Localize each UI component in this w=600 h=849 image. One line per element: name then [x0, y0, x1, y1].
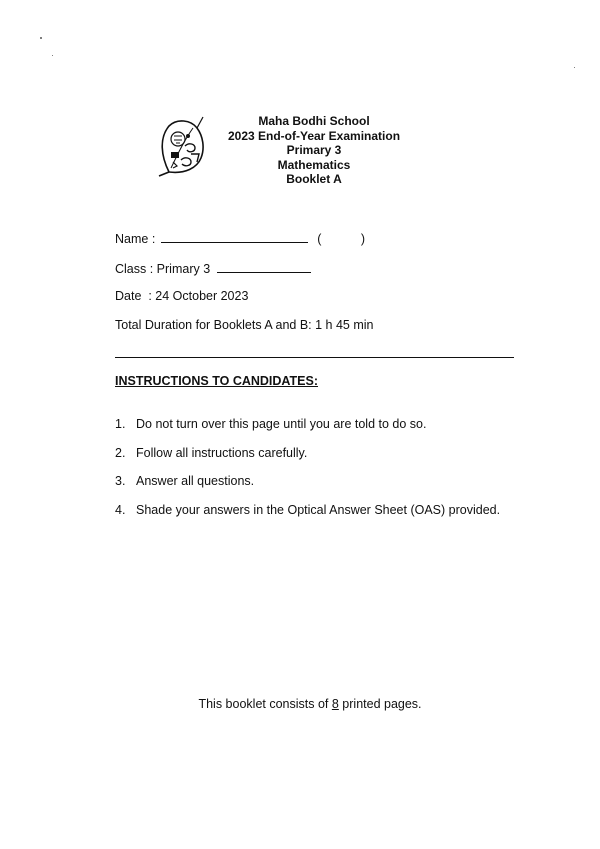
instruction-text: Do not turn over this page until you are told to do so.	[136, 417, 427, 431]
index-paren-close: )	[360, 232, 366, 246]
subject: Mathematics	[277, 157, 351, 172]
booklet: Booklet A	[286, 172, 342, 186]
instruction-number: 2.	[115, 445, 126, 460]
name-blank[interactable]	[161, 230, 308, 243]
class-label: Class : Primary 3	[115, 262, 211, 276]
scan-speck	[40, 37, 42, 39]
name-field	[115, 230, 365, 246]
date-field: Date : 24 October 2023	[115, 289, 249, 303]
instruction-number: 1.	[115, 417, 126, 431]
class-blank[interactable]	[217, 260, 311, 273]
school-crest-logo	[157, 116, 213, 178]
duration-field: Total Duration for Booklets A and B: 1 h 45 min	[115, 318, 374, 332]
instruction-text: Answer all questions.	[136, 474, 255, 488]
level: Primary 3	[286, 143, 342, 157]
page-count-suffix: printed pages.	[338, 697, 422, 711]
instruction-text: Follow all instructions carefully.	[136, 445, 308, 460]
divider-line	[115, 357, 514, 358]
instruction-number: 3.	[115, 474, 126, 488]
scan-speck	[574, 67, 575, 68]
name-label: Name :	[115, 232, 156, 246]
instructions-title: INSTRUCTIONS TO CANDIDATES:	[115, 374, 319, 388]
page-count-number: 8	[331, 697, 339, 711]
instruction-number: 4.	[115, 502, 126, 517]
exam-title: 2023 End-of-Year Examination	[227, 128, 401, 143]
scan-speck	[52, 55, 53, 56]
school-name: Maha Bodhi School	[258, 114, 370, 128]
page-count-prefix: This booklet consists of	[198, 697, 332, 711]
page-count-note	[0, 697, 600, 711]
exam-header	[214, 114, 414, 187]
instruction-text: Shade your answers in the Optical Answer Sheet (OAS) provided.	[136, 502, 501, 517]
index-paren-open: (	[317, 232, 322, 246]
class-field	[115, 260, 311, 276]
